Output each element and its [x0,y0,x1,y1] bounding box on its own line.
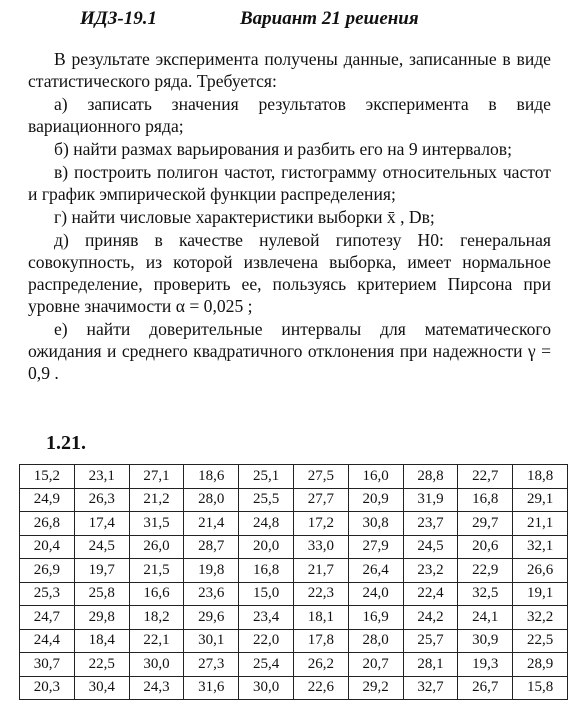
table-cell: 29,2 [348,676,403,700]
table-cell: 25,3 [20,582,75,606]
table-cell: 24,8 [239,512,294,536]
table-cell: 29,8 [74,606,129,630]
table-cell: 25,8 [74,582,129,606]
table-cell: 24,9 [20,488,75,512]
table-cell: 23,1 [74,465,129,489]
table-cell: 21,5 [129,559,184,583]
problem-number: 1.21. [46,432,86,454]
table-cell: 24,7 [20,606,75,630]
table-cell: 17,8 [293,629,348,653]
table-cell: 30,0 [239,676,294,700]
table-row [20,465,568,489]
table-cell: 19,1 [513,582,568,606]
table-cell: 29,6 [184,606,239,630]
table-cell: 25,1 [239,465,294,489]
table-row [20,582,568,606]
table-cell: 18,2 [129,606,184,630]
table-cell: 20,9 [348,488,403,512]
table-cell: 22,5 [74,653,129,677]
table-cell: 18,6 [184,465,239,489]
table-cell: 18,1 [293,606,348,630]
table-cell: 22,4 [403,582,458,606]
table-row [20,512,568,536]
table-cell: 27,9 [348,535,403,559]
table-cell: 22,6 [293,676,348,700]
table-cell: 25,5 [239,488,294,512]
table-cell: 31,6 [184,676,239,700]
table-cell: 18,4 [74,629,129,653]
table-cell: 28,9 [513,653,568,677]
table-cell: 29,1 [513,488,568,512]
table-cell: 26,8 [20,512,75,536]
table-cell: 25,4 [239,653,294,677]
table-cell: 28,8 [403,465,458,489]
table-cell: 17,4 [74,512,129,536]
table-cell: 28,1 [403,653,458,677]
table-cell: 30,4 [74,676,129,700]
table-cell: 22,7 [458,465,513,489]
table-cell: 27,7 [293,488,348,512]
table-row [20,559,568,583]
table-cell: 30,9 [458,629,513,653]
table-cell: 24,3 [129,676,184,700]
table-cell: 20,3 [20,676,75,700]
table-cell: 30,7 [20,653,75,677]
table-cell: 32,7 [403,676,458,700]
table-cell: 22,9 [458,559,513,583]
table-cell: 22,0 [239,629,294,653]
table-cell: 24,5 [74,535,129,559]
table-cell: 17,2 [293,512,348,536]
table-cell: 20,7 [348,653,403,677]
table-cell: 29,7 [458,512,513,536]
variant-title: Вариант 21 решения [240,8,419,29]
table-cell: 26,9 [20,559,75,583]
table-cell: 32,1 [513,535,568,559]
table-cell: 26,0 [129,535,184,559]
table-cell: 15,2 [20,465,75,489]
table-cell: 24,4 [20,629,75,653]
task-d: г) найти числовые характеристики выборки x̄ , Dв; [54,207,435,227]
table-cell: 28,0 [184,488,239,512]
table-cell: 30,0 [129,653,184,677]
table-cell: 20,6 [458,535,513,559]
table-cell: 19,7 [74,559,129,583]
table-cell: 30,1 [184,629,239,653]
table-cell: 16,0 [348,465,403,489]
table-cell: 21,2 [129,488,184,512]
table-cell: 23,6 [184,582,239,606]
assignment-code: ИДЗ-19.1 [80,8,158,29]
table-cell: 24,0 [348,582,403,606]
table-cell: 31,9 [403,488,458,512]
data-table [19,464,568,700]
table-row [20,535,568,559]
table-cell: 21,1 [513,512,568,536]
table-cell: 25,7 [403,629,458,653]
table-row [20,676,568,700]
task-f: е) найти доверительные интервалы для математического ожидания и среднего квадратичного отклонения при надежности γ = 0,9 . [28,319,551,383]
table-cell: 22,5 [513,629,568,653]
task-e: д) приняв в качестве нулевой гипотезу H0: генеральная совокупность, из которой извлечена выборка, имеет нормальное распределение, проверить ее, пользуясь критерием Пирсона при уровне значимости α = 0,025 ; [28,230,551,316]
table-cell: 16,8 [458,488,513,512]
table-cell: 26,4 [348,559,403,583]
table-cell: 27,5 [293,465,348,489]
table-cell: 22,1 [129,629,184,653]
table-cell: 26,2 [293,653,348,677]
table-cell: 32,2 [513,606,568,630]
table-cell: 32,5 [458,582,513,606]
table-cell: 15,8 [513,676,568,700]
table-cell: 19,8 [184,559,239,583]
table-cell: 21,4 [184,512,239,536]
table-cell: 19,3 [458,653,513,677]
table-cell: 28,0 [348,629,403,653]
page-header [0,8,585,36]
table-cell: 22,3 [293,582,348,606]
task-description [28,48,551,385]
table-row [20,606,568,630]
table-cell: 26,6 [513,559,568,583]
table-cell: 16,6 [129,582,184,606]
table-cell: 21,7 [293,559,348,583]
table-cell: 16,9 [348,606,403,630]
table-row [20,629,568,653]
table-cell: 20,0 [239,535,294,559]
table-cell: 26,3 [74,488,129,512]
table-cell: 23,7 [403,512,458,536]
task-a: а) записать значения результатов эксперимента в виде вариационного ряда; [28,94,551,136]
table-cell: 27,3 [184,653,239,677]
table-row [20,488,568,512]
table-row [20,653,568,677]
table-cell: 24,1 [458,606,513,630]
table-cell: 24,5 [403,535,458,559]
task-c: в) построить полигон частот, гистограмму относительных частот и график эмпирической функции распределения; [28,162,551,204]
table-cell: 24,2 [403,606,458,630]
table-cell: 16,8 [239,559,294,583]
table-cell: 33,0 [293,535,348,559]
table-cell: 31,5 [129,512,184,536]
table-cell: 18,8 [513,465,568,489]
table-cell: 23,2 [403,559,458,583]
intro-paragraph: В результате эксперимента получены данные, записанные в виде статистического ряда. Требуется: [28,49,551,91]
task-b: б) найти размах варьирования и разбить его на 9 интервалов; [54,139,512,159]
table-cell: 23,4 [239,606,294,630]
table-cell: 30,8 [348,512,403,536]
table-cell: 15,0 [239,582,294,606]
table-cell: 20,4 [20,535,75,559]
table-cell: 26,7 [458,676,513,700]
table-cell: 28,7 [184,535,239,559]
table-cell: 27,1 [129,465,184,489]
